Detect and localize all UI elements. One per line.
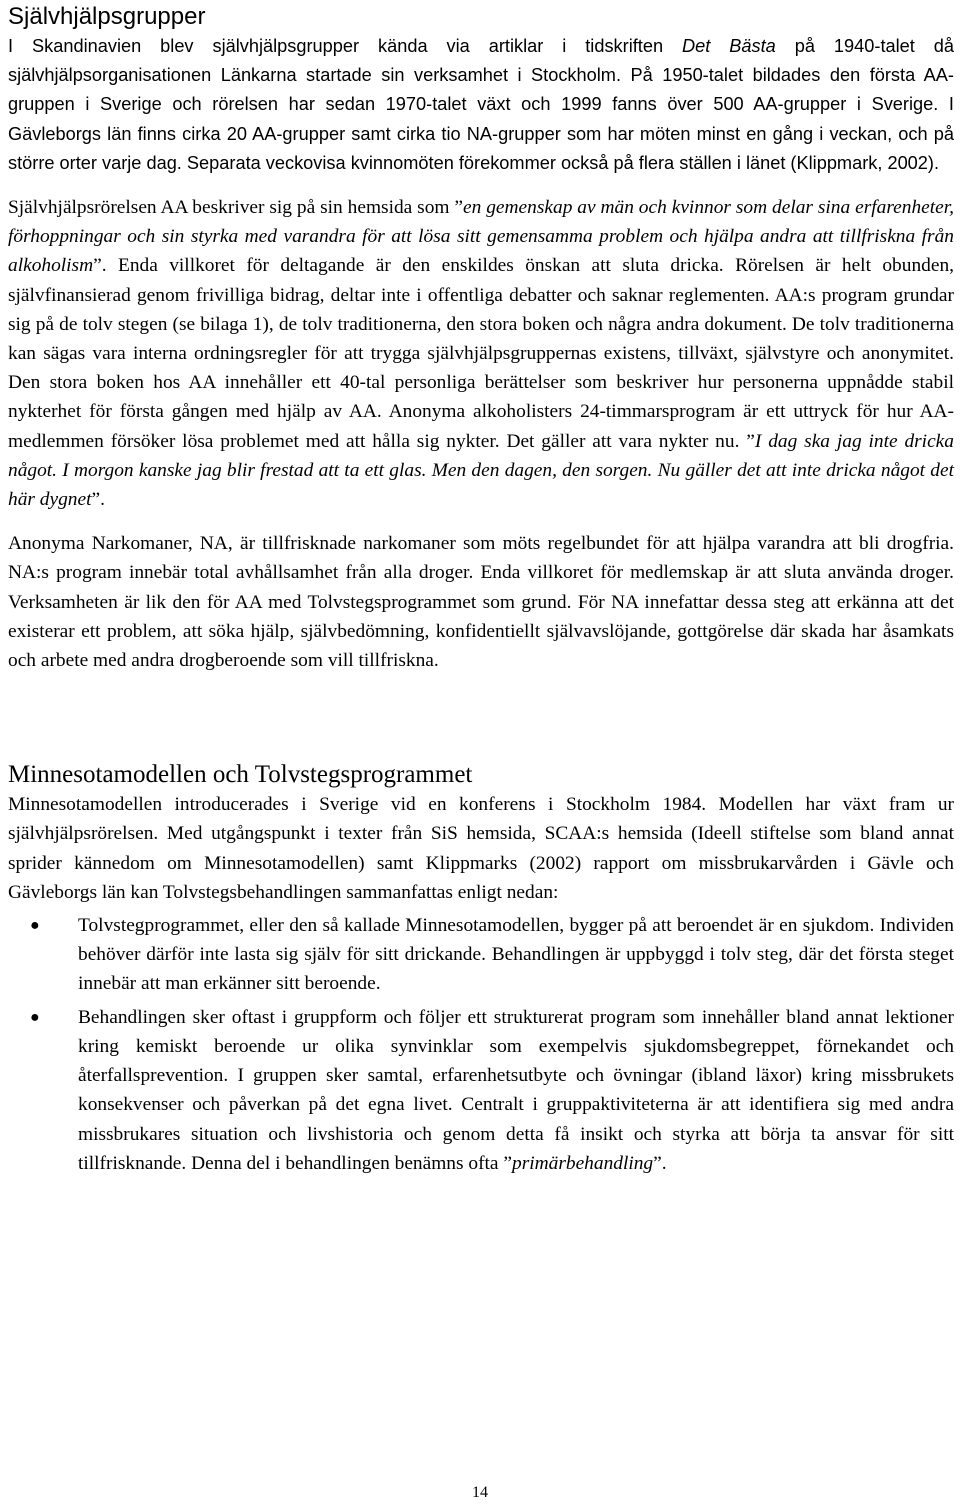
- primary-treatment-term: primärbehandling: [512, 1152, 654, 1174]
- document-page: [8, 0, 954, 1178]
- magazine-title: Det Bästa: [682, 36, 776, 56]
- paragraph-minnesota-intro: Minnesotamodellen introducerades i Sverige vid en konferens i Stockholm 1984. Modellen har växt fram ur självhjälpsrörelsen. Med utgångspunkt i texter från SiS hemsida, SCAA:s hemsida (Ideell stiftelse som bland annat sprider kännedom om Minnesotamodellen) samt Klippmarks (2002) rapport om missbrukarvården i Gävle och Gävleborgs län kan Tolvstegsbehandlingen sammanfattas enligt nedan:: [8, 794, 954, 903]
- page-number: 14: [472, 1484, 488, 1501]
- list-item: [8, 1003, 954, 1178]
- list-item-text: Tolvstegprogrammet, eller den så kallade Minnesotamodellen, bygger på att beroendet är en sjukdom. Individen behöver därför inte lasta sig själv för sitt drickande. Behandlingen är uppbyggd i tolv steg, där det första steget innebär att man erkänner sitt beroende.: [78, 915, 954, 995]
- paragraph-history-text-c: på 1940-talet då självhjälpsorganisationen Länkarna startade sin verksamhet i Stockholm. På 1950-talet bildades den första AA-gruppen i Sverige och rörelsen har sedan 1970-talet växt och 1999 fanns över 500 AA-grupper i Sverige.: [8, 36, 955, 115]
- list-item: [8, 911, 954, 999]
- bullet-icon: ●: [30, 1008, 40, 1026]
- section-heading-minnesotamodellen: Minnesotamodellen och Tolvstegsprogrammet: [8, 761, 473, 789]
- aa-quote: en gemenskap av män och kvinnor som delar sina erfarenheter, förhoppningar och sin styrka med varandra för att lösa sitt gemensamma problem och hjälpa andra att tillfriskna från alkoholism: [8, 197, 954, 277]
- aa-24h-quote: I dag ska jag inte dricka något. I morgon kanske jag blir frestad att ta ett glas. Men den dagen, den sorgen. Nu gäller det att inte dricka något det här dygnet: [8, 430, 954, 511]
- paragraph-history-text-d: I Gävleborgs län finns cirka 20 AA-grupper samt cirka tio NA-grupper som har möten minst en gång i veckan, och på större orter varje dag. Separata veckovisa kvinnomöten förekommer också på flera ställen i länet (Klippmark, 2002).: [8, 94, 954, 173]
- aa-text-e: ”.: [91, 489, 105, 511]
- paragraph-aa-description: [8, 193, 954, 514]
- aa-text-a: Självhjälpsrörelsen AA beskriver sig på sin hemsida som ”: [8, 197, 464, 219]
- list-item-text-c: ”.: [653, 1152, 667, 1174]
- section-heading-sjalvhjalpsgrupper: Självhjälpsgrupper: [8, 3, 206, 30]
- paragraph-na-description: Anonyma Narkomaner, NA, är tillfrisknade narkomaner som möts regelbundet för att hjälpa varandra att bli drogfria. NA:s program innebär total avhållsamhet från alla droger. Enda villkoret för medlemskap är att sluta använda droger. Verksamheten är lik den för AA med Tolvstegsprogrammet som grund. För NA innefattar dessa steg att erkänna att det existerar ett problem, att söka hjälp, självbedömning, konfidentiellt självavslöjande, gottgörelse där skada har åsamkats och arbete med andra drogberoende som vill tillfriskna.: [8, 533, 954, 672]
- paragraph-history: [8, 32, 954, 178]
- bullet-icon: ●: [30, 917, 40, 935]
- bullet-list: [8, 911, 954, 1178]
- paragraph-history-text-a: I Skandinavien blev självhjälpsgrupper kända via artiklar i tidskriften: [8, 36, 683, 56]
- list-item-text-a: Behandlingen sker oftast i gruppform och följer ett strukturerat program som innehåller bland annat lektioner kring kemiskt beroende ur olika synvinklar som exempelvis sjukdomsbegreppet, förnekandet och återfallsprevention. I gruppen sker samtal, erfarenhetsutbyte och övningar (ibland läxor) kring missbrukets konsekvenser och påverkan på det egna livet. Centralt i gruppaktiviteterna är att identifiera sig med andra missbrukares situation och livshistoria och genom detta få insikt och styrka att börja ta ansvar för sitt tillfrisknande. Denna del i behandlingen benämns ofta ”: [78, 1006, 954, 1174]
- aa-text-c: ”. Enda villkoret för deltagande är den enskildes önskan att sluta dricka. Rörelsen är helt obunden, självfinansierad genom frivilliga bidrag, deltar inte i offentliga debatter och saknar reglementen. AA:s program grundar sig på de tolv stegen (se bilaga 1), de tolv traditionerna, den stora boken och några andra dokument. De tolv traditionerna kan sägas vara interna ordningsregler för att trygga självhjälpsgruppernas existens, tillväxt, självstyre och anonymitet. Den stora boken hos AA innehåller ett 40-tal personliga berättelser som beskriver hur personerna uppnådde stabil nykterhet för första gången med hjälp av AA. Anonyma alkoholisters 24-timmarsprogram är ett uttryck för hur AA-medlemmen försöker lösa problemet med att hålla sig nykter. Det gäller att vara nykter nu. ”: [8, 255, 954, 452]
